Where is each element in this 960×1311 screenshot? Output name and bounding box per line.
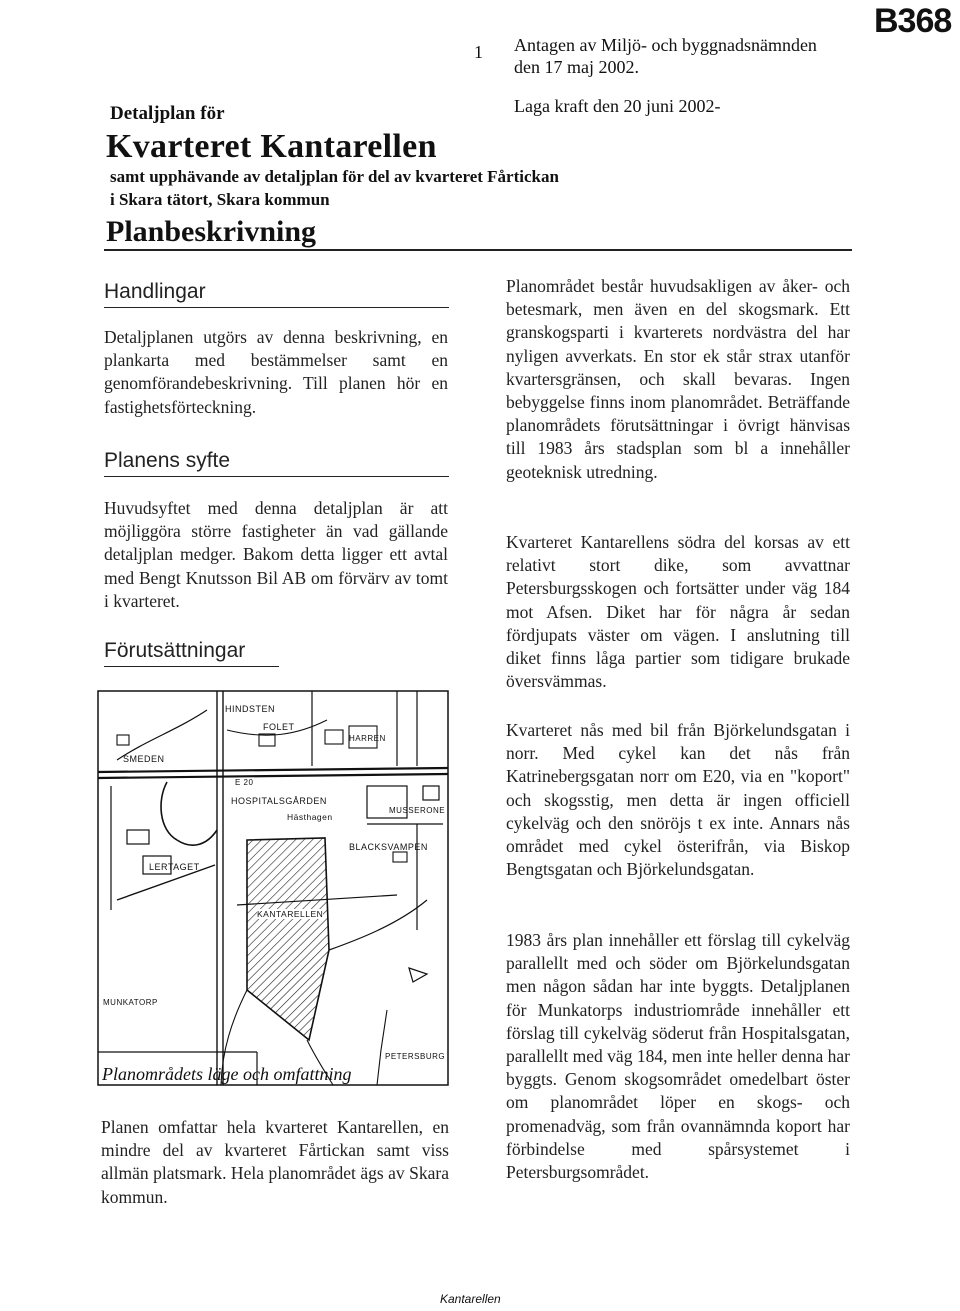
map-label-harren: HARREN <box>349 734 386 743</box>
map-label-smeden: SMEDEN <box>123 754 165 764</box>
title-subtitle-1: samt upphävande av detaljplan för del av kvarteret Fårtickan <box>110 167 559 186</box>
map-label-hindsten: HINDSTEN <box>225 704 276 714</box>
document-stamp: B368 <box>874 2 952 40</box>
title-prefix: Detaljplan för <box>110 103 225 124</box>
handlingar-text: Detaljplanen utgörs av denna beskrivning, en plankarta med bestämmelser samt en genomförandebeskrivning. Till planen hör en fastighetsförteckning. <box>104 327 448 417</box>
plan-extent-text: Planen omfattar hela kvarteret Kantarellen, en mindre del av kvarteret Fårtickan samt viss allmän platsmark. Hela planområdet ägs av Skara kommun. <box>101 1117 449 1207</box>
approval-line-3: Laga kraft den 20 juni 2002- <box>514 96 721 116</box>
map-label-petersburg: PETERSBURG <box>385 1052 446 1061</box>
map-label-blacksvampen: BLACKSVAMPEN <box>349 842 428 852</box>
document-type: Planbeskrivning <box>106 215 317 248</box>
title-subtitle-2: i Skara tätort, Skara kommun <box>110 190 330 209</box>
location-map <box>97 690 449 1086</box>
approval-block <box>514 34 817 117</box>
page-number: 1 <box>474 42 483 62</box>
paragraph-cykelvag: 1983 års plan innehåller ett förslag till cykelväg parallellt med och söder om Björkelundsgatan men någon sådan har inte byggts. Detaljplanen för Munkatorps industriområde innehåller ett förslag till cykelväg söderut från Hospitalsgatan, parallellt med väg 184, men inte heller denna har byggts. Genom skogsområdet omedelbart öster om planområdet löper en skogs- och promenadväg, som från ovannämnda koport har förbindelse med spårsystemet i Petersburgsområdet. <box>506 930 850 1183</box>
map-label-e20: E 20 <box>235 778 254 787</box>
syfte-text: Huvudsyftet med denna detaljplan är att möjliggöra större fastigheter än vad gällande detaljplan medger. Bakom detta ligger ett avtal med Bengt Knutsson Bil AB om förvärv av tomt i kvarteret. <box>104 498 448 611</box>
map-label-hasthagen: Hästhagen <box>287 812 333 822</box>
title-rule <box>104 249 852 251</box>
map-label-munkatorp: MUNKATORP <box>103 998 158 1007</box>
page-footer: Kantarellen <box>440 1292 501 1306</box>
map-label-lertaget: LERTAGET <box>149 862 200 872</box>
approval-line-2: den 17 maj 2002. <box>514 57 639 77</box>
map-label-hospitalsgarden: HOSPITALSGÅRDEN <box>231 796 327 806</box>
map-label-kantarellen: KANTARELLEN <box>257 909 324 919</box>
page-title: Kvarteret Kantarellen <box>106 128 437 165</box>
map-label-folet: FOLET <box>263 722 295 732</box>
paragraph-forutsattningar: Planområdet består huvudsakligen av åker- och betesmark, men även en del skogsmark. Ett granskogsparti i kvarterets nordvästra del har nyligen avverkats. En stor ek står strax utanför kvartersgränsen, och skall bevaras. Ingen bebyggelse finns inom planområdet. Beträffande planområdets förutsättningar i övrigt hänvisas till 1983 års stadsplan som bl a innehåller geoteknisk utredning. <box>506 276 850 482</box>
map-label-musserone: MUSSERONE <box>389 806 446 815</box>
location-map-drawing <box>97 690 449 1086</box>
section-heading-handlingar: Handlingar <box>104 280 449 308</box>
paragraph-access: Kvarteret nås med bil från Björkelundsgatan i norr. Med cykel kan det nås från Katrinebergsgatan norr om E20, via en "koport" och skogsstig, men detta är ingen officiell cykelväg och den snöröjs t ex inte. Annars nås området med cykel österifrån, via Biskop Bengtsgatan och Björkelundsgatan. <box>506 720 850 880</box>
section-heading-syfte: Planens syfte <box>104 449 449 477</box>
approval-line-1: Antagen av Miljö- och byggnadsnämnden <box>514 35 817 55</box>
map-caption: Planområdets läge och omfattning <box>102 1064 352 1084</box>
paragraph-dike: Kvarteret Kantarellens södra del korsas av ett relativt stort dike, som avvattnar Petersburgsskogen och fortsätter under väg 184 mot Afsen. Diket har för några år sedan fördjupats väster om vägen. I anslutning till diket finns låga partier som tidigare brukade översvämmas. <box>506 532 850 692</box>
section-heading-forutsattningar: Förutsättningar <box>104 639 279 667</box>
